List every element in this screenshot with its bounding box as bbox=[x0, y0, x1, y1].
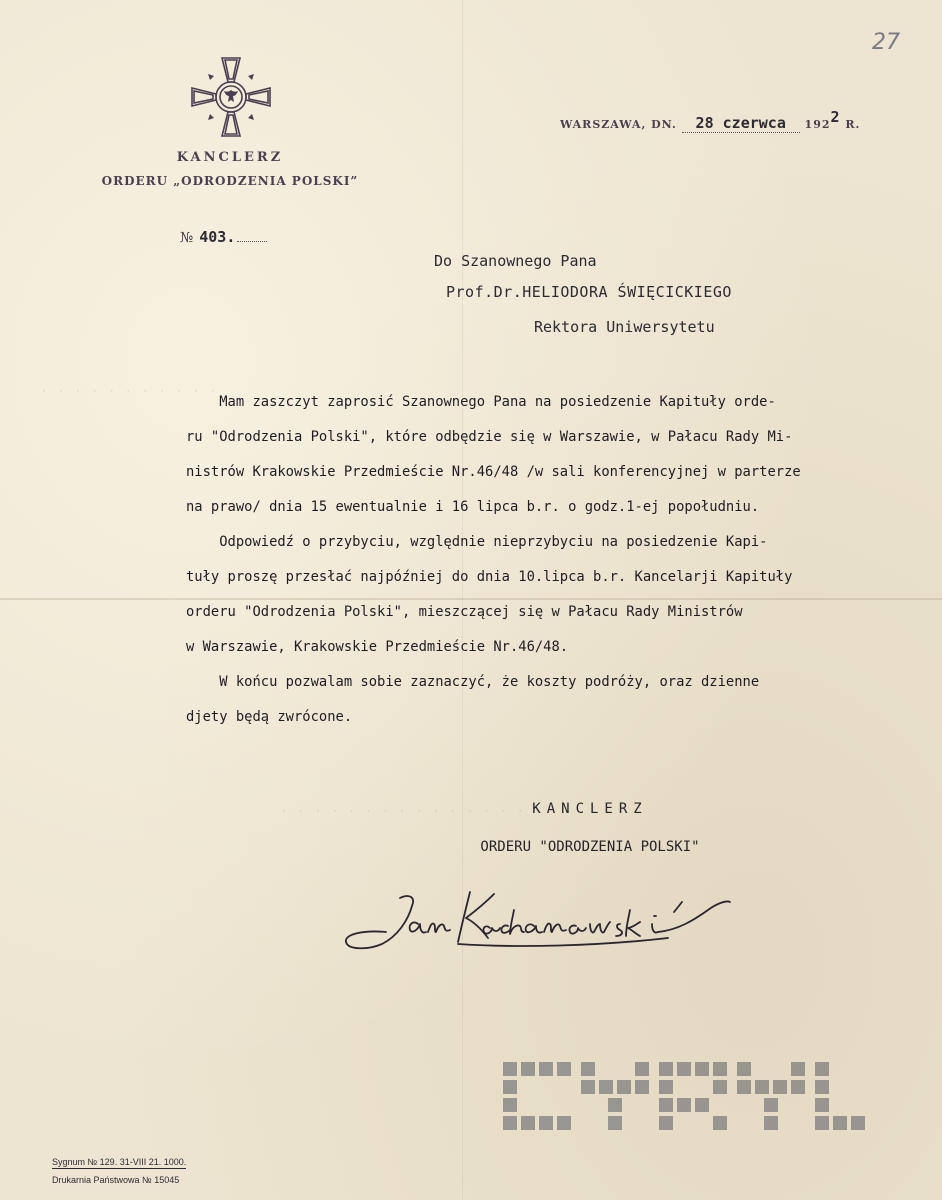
reference-dotted-line bbox=[237, 241, 267, 242]
dateline-year-prefix: 192 bbox=[804, 118, 831, 131]
show-through-text: . . . . . . . . . . . . . . . . . bbox=[280, 800, 559, 816]
archive-number: 27 bbox=[872, 30, 900, 55]
show-through-text: . . . . . . . . . . . bbox=[40, 380, 218, 396]
body-line: nistrów Krakowskie Przedmieście Nr.46/48 /w sali konferencyjnej w parterze bbox=[186, 464, 801, 480]
dateline-day-field bbox=[682, 114, 800, 133]
dateline-city: WARSZAWA, DN. bbox=[560, 118, 677, 131]
address-line-2: Prof.Dr.HELIODORA ŚWIĘCICKIEGO bbox=[446, 283, 732, 301]
body-line: na prawo/ dnia 15 ewentualnie i 16 lipca b.r. o godz.1-ej popołudniu. bbox=[186, 499, 760, 515]
dateline-suffix: R. bbox=[845, 118, 861, 131]
body-line: w Warszawie, Krakowskie Przedmieście Nr.46/48. bbox=[186, 639, 569, 655]
address-line-1: Do Szanownego Pana bbox=[434, 252, 597, 270]
body-line: tuły proszę przesłać najpóźniej do dnia 10.lipca b.r. Kancelarji Kapituły bbox=[186, 569, 793, 585]
closing-subtitle: ORDERU "ODRODZENIA POLSKI" bbox=[480, 839, 700, 855]
letter-body bbox=[186, 385, 906, 735]
dateline-year-digit: 2 bbox=[830, 108, 841, 126]
reference-value: 403. bbox=[199, 228, 236, 246]
address-line-3: Rektora Uniwersytetu bbox=[534, 318, 715, 336]
handwritten-signature bbox=[338, 880, 738, 960]
order-cross-emblem-icon bbox=[188, 54, 274, 140]
dateline bbox=[560, 108, 900, 133]
reference-prefix: № bbox=[180, 230, 194, 246]
body-line: ru "Odrodzenia Polski", które odbędzie się w Warszawie, w Pałacu Rady Mi- bbox=[186, 429, 793, 445]
letterhead-title: KANCLERZ bbox=[176, 150, 284, 165]
closing-title: KANCLERZ bbox=[532, 801, 648, 817]
body-line: orderu "Odrodzenia Polski", mieszczącej się w Pałacu Rady Ministrów bbox=[186, 604, 743, 620]
letterhead-subtitle: ORDERU „ODRODZENIA POLSKI” bbox=[101, 174, 359, 188]
footer-sygnum: Sygnum № 129. 31-VIII 21. 1000. bbox=[52, 1157, 187, 1167]
cyryl-watermark-logo bbox=[503, 1062, 875, 1134]
reference-number bbox=[180, 228, 267, 246]
dateline-day-month: 28 czerwca bbox=[695, 114, 786, 132]
body-line: W końcu pozwalam sobie zaznaczyć, że koszty podróży, oraz dzienne bbox=[186, 674, 760, 690]
closing-block bbox=[440, 790, 740, 866]
body-line: Mam zaszczyt zaprosić Szanownego Pana na posiedzenie Kapituły orde- bbox=[186, 394, 776, 410]
body-line: djety będą zwrócone. bbox=[186, 709, 353, 725]
footer-printer: Drukarnia Państwowa № 15045 bbox=[52, 1175, 180, 1185]
body-line: Odpowiedź o przybyciu, względnie nieprzybyciu na posiedzenie Kapi- bbox=[186, 534, 768, 550]
